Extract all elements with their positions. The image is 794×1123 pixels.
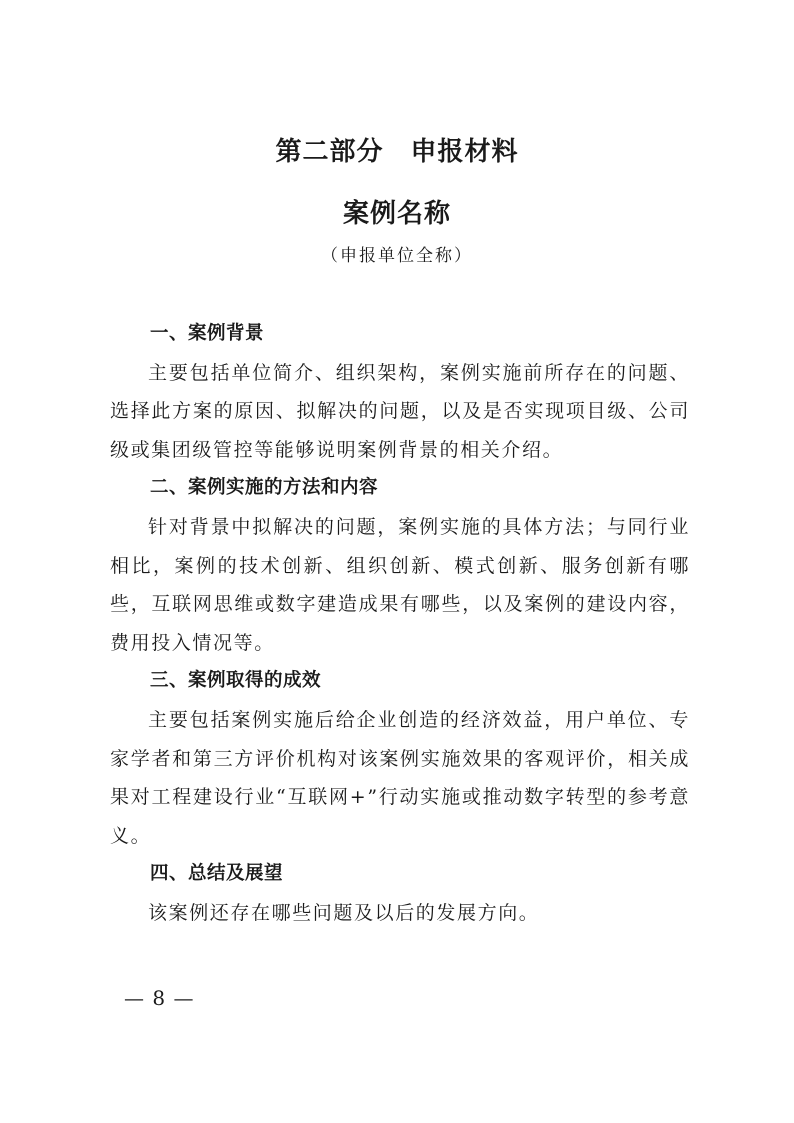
section-body-background: 主要包括单位简介、组织架构，案例实施前所存在的问题、选择此方案的原因、拟解决的问题，以及是否实现项目级、公司级或集团级管控等能够说明案例背景的相关介绍。: [110, 361, 690, 461]
case-title: 案例名称: [342, 199, 451, 229]
page-number: — 8 —: [124, 986, 195, 1010]
case-subtitle: （申报单位全称）: [321, 246, 473, 266]
section-body-methods: 针对背景中拟解决的问题，案例实施的具体方法；与同行业相比，案例的技术创新、组织创新、模式创新、服务创新有哪些，互联网思维或数字建造成果有哪些，以及案例的建设内容，费用投入情况等。: [110, 515, 690, 654]
section-heading-methods: 二、案例实施的方法和内容: [150, 477, 379, 499]
section-heading-summary: 四、总结及展望: [150, 863, 284, 885]
section-heading-results: 三、案例取得的成效: [150, 670, 322, 692]
section-heading-background: 一、案例背景: [150, 323, 265, 344]
part-title: 第二部分 申报材料: [275, 137, 519, 167]
section-body-summary: 该案例还存在哪些问题及以后的发展方向。: [148, 901, 540, 924]
section-body-results: 主要包括案例实施后给企业创造的经济效益，用户单位、专家学者和第三方评价机构对该案例实施效果的客观评价，相关成果对工程建设行业“互联网+”行动实施或推动数字转型的参考意义。: [110, 708, 690, 847]
document-body: [110, 315, 690, 933]
